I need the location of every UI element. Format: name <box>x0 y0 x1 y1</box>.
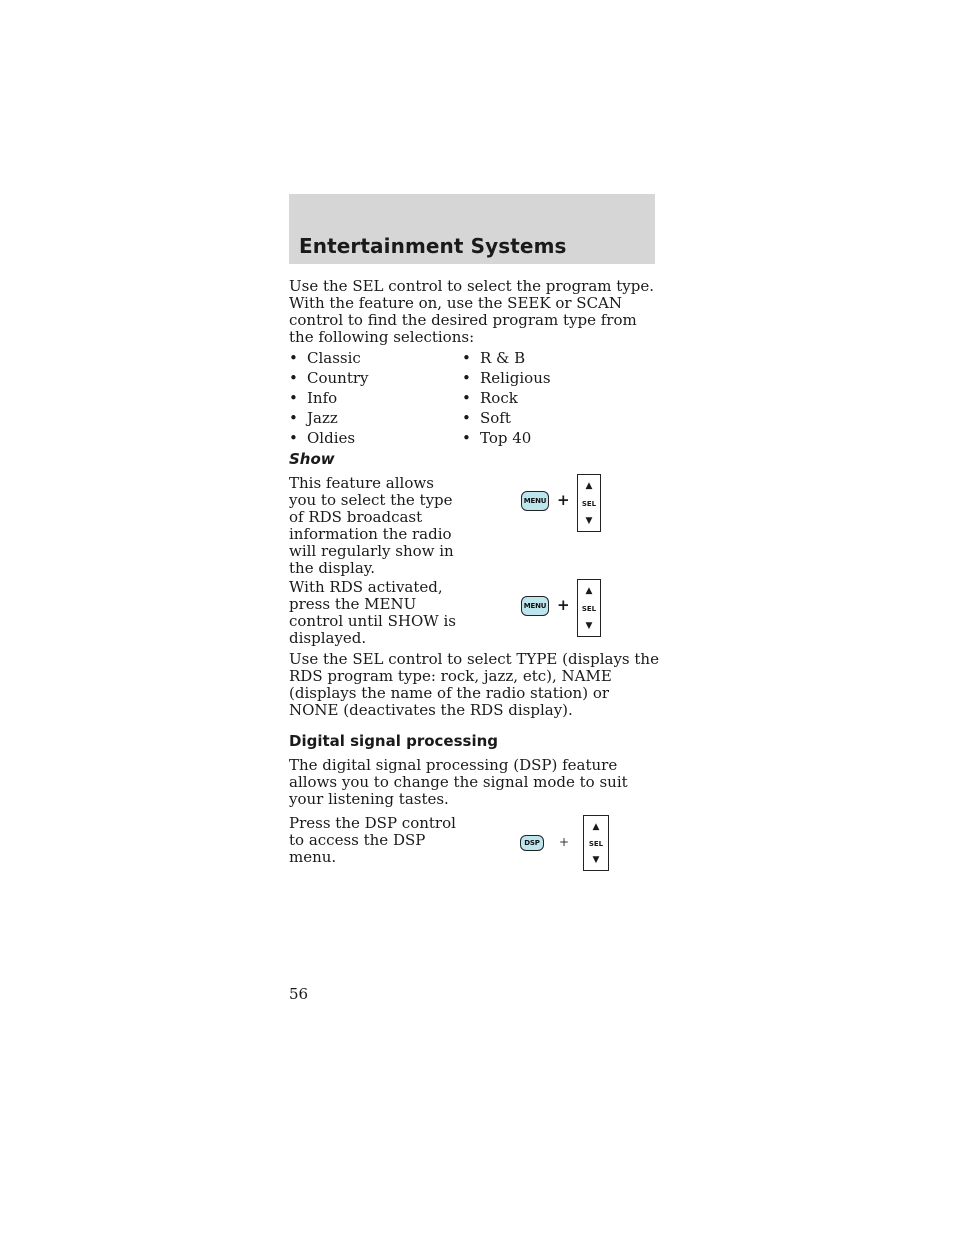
up-arrow-icon: ▲ <box>585 586 593 596</box>
list-item-label: Religious <box>480 369 551 387</box>
down-arrow-icon: ▼ <box>585 621 593 631</box>
page-number: 56 <box>289 985 309 1003</box>
bullet-icon: • <box>462 369 471 387</box>
sel-control-icon <box>583 815 609 871</box>
bullet-icon: • <box>462 389 471 407</box>
up-arrow-icon: ▲ <box>585 481 593 491</box>
plus-icon: + <box>559 835 570 849</box>
section-title: Entertainment Systems <box>299 234 567 258</box>
down-arrow-icon: ▼ <box>585 516 593 526</box>
list-item <box>462 370 551 390</box>
plus-icon: + <box>557 491 570 509</box>
menu-button-icon: MENU <box>521 491 549 511</box>
list-item <box>462 350 551 370</box>
bullet-icon: • <box>462 429 471 447</box>
sel-label: SEL <box>588 840 604 848</box>
list-item-label: Top 40 <box>480 429 532 447</box>
sel-label: SEL <box>581 605 597 613</box>
list-item-label: Jazz <box>307 409 338 427</box>
sel-control-icon <box>577 474 601 532</box>
dsp-button-icon: DSP <box>520 835 544 851</box>
list-item-label: Classic <box>307 349 361 367</box>
dsp-paragraph-2: Press the DSP control to access the DSP menu. <box>289 814 456 866</box>
menu-button-icon: MENU <box>521 596 549 616</box>
list-item-label: Country <box>307 369 369 387</box>
list-item <box>289 350 369 370</box>
show-heading: Show <box>289 450 335 468</box>
list-item-label: Info <box>307 389 338 407</box>
bullet-icon: • <box>289 349 298 367</box>
down-arrow-icon: ▼ <box>592 855 600 865</box>
bullet-icon: • <box>462 409 471 427</box>
list-item <box>289 430 369 450</box>
list-item <box>462 390 551 410</box>
list-item <box>289 390 369 410</box>
program-type-list-left <box>289 350 369 450</box>
dsp-heading: Digital signal processing <box>289 732 499 750</box>
show-paragraph-2: With RDS activated, press the MENU control until SHOW is displayed. <box>289 578 456 647</box>
bullet-icon: • <box>462 349 471 367</box>
list-item <box>289 370 369 390</box>
up-arrow-icon: ▲ <box>592 822 600 832</box>
list-item <box>462 410 551 430</box>
bullet-icon: • <box>289 389 298 407</box>
show-paragraph-1: This feature allows you to select the type of RDS broadcast information the radio will regularly show in the display. <box>289 474 454 577</box>
list-item-label: Oldies <box>307 429 356 447</box>
dsp-paragraph-1: The digital signal processing (DSP) feature allows you to change the signal mode to suit your listening tastes. <box>289 756 628 808</box>
bullet-icon: • <box>289 429 298 447</box>
bullet-icon: • <box>289 369 298 387</box>
sel-control-icon <box>577 579 601 637</box>
list-item <box>289 410 369 430</box>
list-item-label: Rock <box>480 389 518 407</box>
plus-icon: + <box>557 596 570 614</box>
dsp-sel-diagram <box>519 814 611 872</box>
program-type-list-right <box>462 350 551 450</box>
list-item <box>462 430 551 450</box>
show-paragraph-3: Use the SEL control to select TYPE (displays the RDS program type: rock, jazz, etc), NAME (displays the name of the radio station) or NONE (deactivates the RDS display). <box>289 650 659 719</box>
menu-sel-diagram-1 <box>519 474 601 532</box>
sel-label: SEL <box>581 500 597 508</box>
intro-paragraph: Use the SEL control to select the program type. With the feature on, use the SEEK or SCAN control to find the desired program type from the following selections: <box>289 277 655 346</box>
bullet-icon: • <box>289 409 298 427</box>
menu-sel-diagram-2 <box>519 579 601 637</box>
list-item-label: Soft <box>480 409 511 427</box>
list-item-label: R & B <box>480 349 526 367</box>
section-header <box>289 194 655 264</box>
